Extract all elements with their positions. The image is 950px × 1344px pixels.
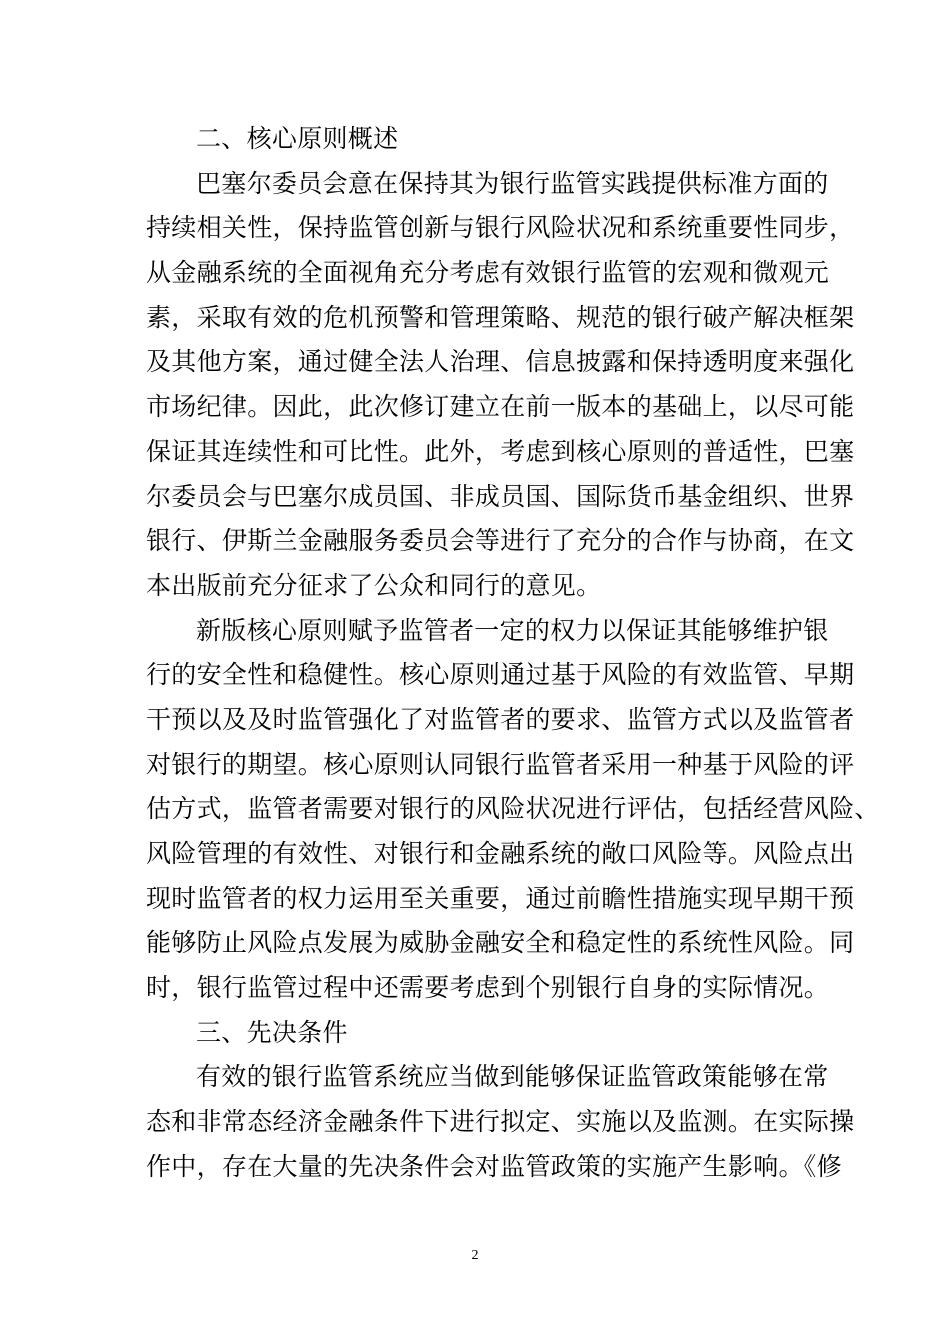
paragraph-line: 估方式，监管者需要对银行的风险状况进行评估，包括经营风险、 xyxy=(146,794,880,824)
paragraph-line: 现时监管者的权力运用至关重要，通过前瞻性措施实现早期干预 xyxy=(146,883,855,913)
paragraph-line: 及其他方案，通过健全法人治理、信息披露和保持透明度来强化 xyxy=(146,347,855,377)
paragraph-line: 素，采取有效的危机预警和管理策略、规范的银行破产解决框架 xyxy=(146,302,855,332)
paragraph-line: 作中，存在大量的先决条件会对监管政策的实施产生影响。《修 xyxy=(146,1151,842,1181)
paragraph-line: 态和非常态经济金融条件下进行拟定、实施以及监测。在实际操 xyxy=(146,1107,855,1137)
paragraph-line: 市场纪律。因此，此次修订建立在前一版本的基础上，以尽可能 xyxy=(146,392,855,422)
page-number: 2 xyxy=(471,1248,479,1263)
paragraph-line: 对银行的期望。核心原则认同银行监管者采用一种基于风险的评 xyxy=(146,749,855,779)
paragraph-line: 行的安全性和稳健性。核心原则通过基于风险的有效监管、早期 xyxy=(146,660,855,690)
paragraph-line: 风险管理的有效性、对银行和金融系统的敞口风险等。风险点出 xyxy=(146,839,855,868)
paragraph-line: 干预以及及时监管强化了对监管者的要求、监管方式以及监管者 xyxy=(146,704,855,734)
paragraph-line: 时，银行监管过程中还需要考虑到个别银行自身的实际情况。 xyxy=(146,973,830,1003)
paragraph-line: 巴塞尔委员会意在保持其为银行监管实践提供标准方面的 xyxy=(196,168,829,198)
section-heading-preconditions: 三、先决条件 xyxy=(196,1017,348,1047)
paragraph-line: 本出版前充分征求了公众和同行的意见。 xyxy=(146,570,602,600)
paragraph-line: 尔委员会与巴塞尔成员国、非成员国、国际货币基金组织、世界 xyxy=(146,481,855,511)
paragraph-line: 新版核心原则赋予监管者一定的权力以保证其能够维护银 xyxy=(196,615,829,645)
paragraph-line: 银行、伊斯兰金融服务委员会等进行了充分的合作与协商，在文 xyxy=(146,526,855,556)
paragraph-line: 能够防止风险点发展为威胁金融安全和稳定性的系统性风险。同 xyxy=(146,928,855,958)
paragraph-line: 有效的银行监管系统应当做到能够保证监管政策能够在常 xyxy=(196,1062,829,1092)
paragraph-line: 持续相关性，保持监管创新与银行风险状况和系统重要性同步， xyxy=(146,213,855,243)
paragraph-line: 从金融系统的全面视角充分考虑有效银行监管的宏观和微观元 xyxy=(146,258,830,288)
document-body xyxy=(146,117,880,1190)
paragraph-line: 保证其连续性和可比性。此外，考虑到核心原则的普适性，巴塞 xyxy=(146,436,855,466)
section-heading-core-principles-overview: 二、核心原则概述 xyxy=(196,124,399,153)
